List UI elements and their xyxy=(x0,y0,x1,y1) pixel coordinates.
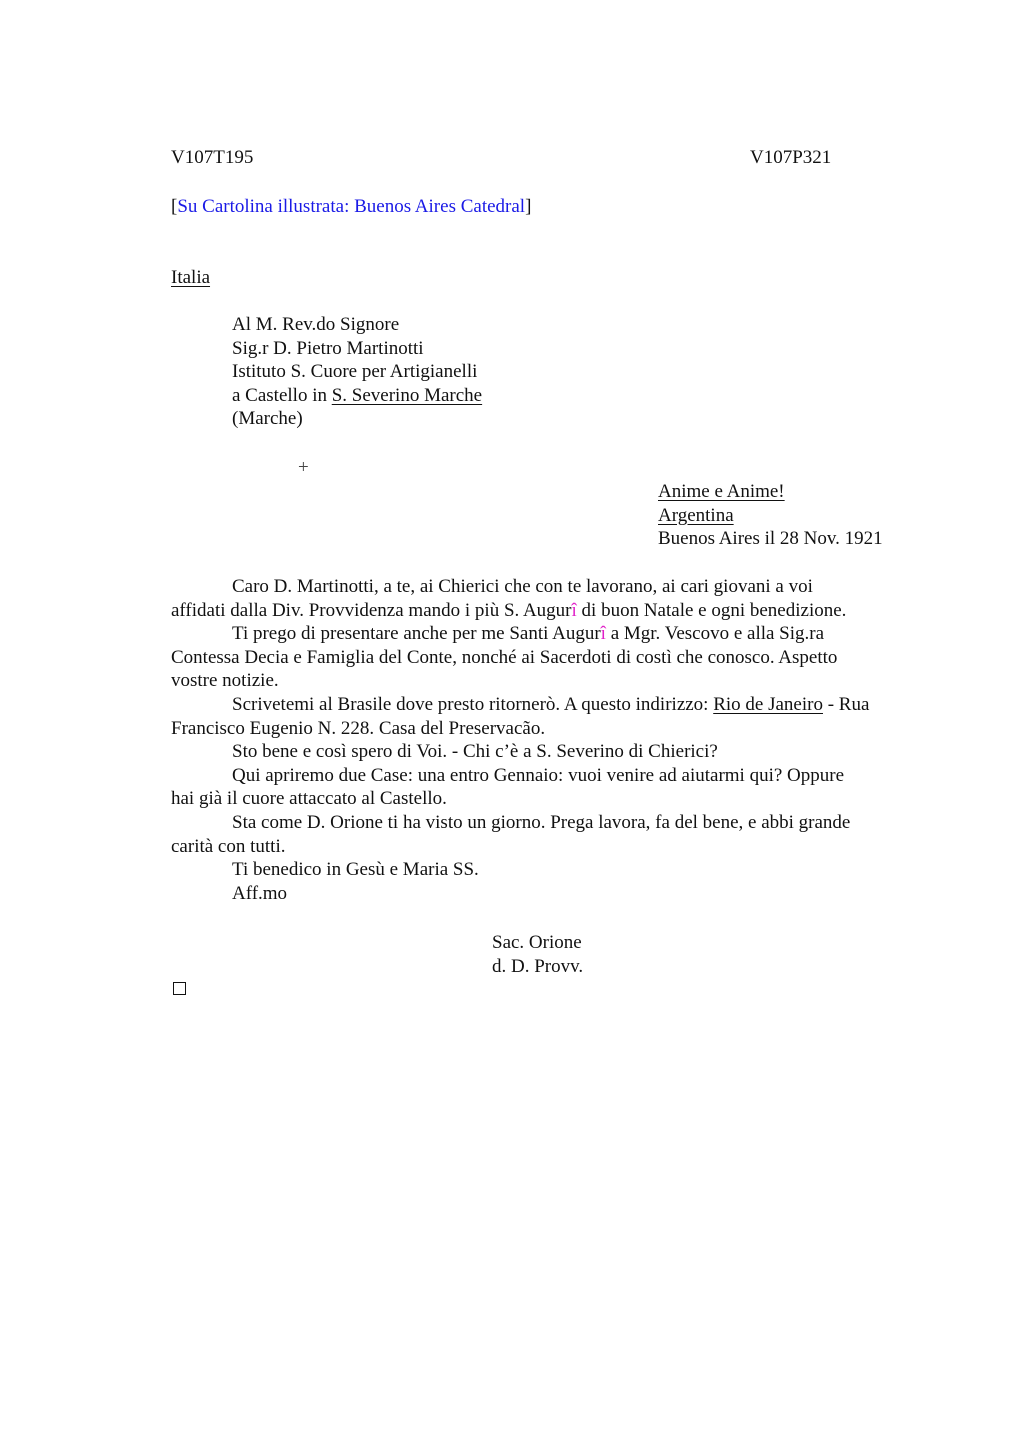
end-marker-box-icon xyxy=(173,982,186,995)
body-line: Ti prego di presentare anche per me Santi Augurî a Mgr. Vescovo e alla Sig.ra xyxy=(232,623,825,645)
document-code-right: V107P321 xyxy=(750,147,832,168)
signature-line-2: d. D. Provv. xyxy=(492,955,584,977)
dateline-country: Argentina xyxy=(658,504,734,526)
address-block xyxy=(232,313,482,431)
body-line: Francisco Eugenio N. 228. Casa del Preservacão. xyxy=(171,717,546,739)
correction-mark: î xyxy=(600,623,606,645)
note-text: Su Cartolina illustrata: Buenos Aires Catedral xyxy=(177,196,526,217)
document-code-left: V107T195 xyxy=(171,147,254,168)
body-line: Sto bene e così spero di Voi. - Chi c’è a S. Severino di Chierici? xyxy=(232,741,718,763)
body-line: vostre notizie. xyxy=(171,670,279,692)
body-line: hai già il cuore attaccato al Castello. xyxy=(171,788,447,810)
body-line: carità con tutti. xyxy=(171,835,286,857)
signature xyxy=(492,931,583,978)
body-line: Aff.mo xyxy=(232,882,288,904)
address-line-4: a Castello in S. Severino Marche xyxy=(232,384,483,406)
editorial-note xyxy=(171,195,531,219)
address-line-5: (Marche) xyxy=(232,408,303,430)
dateline-place-date: Buenos Aires il 28 Nov. 1921 xyxy=(658,528,883,550)
address-line-1: Al M. Rev.do Signore xyxy=(232,314,400,335)
note-close-bracket: ] xyxy=(525,196,532,217)
body-line: Caro D. Martinotti, a te, ai Chierici che con te lavorano, ai cari giovani a voi xyxy=(232,576,813,597)
body-line: Ti benedico in Gesù e Maria SS. xyxy=(232,859,479,881)
dateline xyxy=(658,480,883,551)
address-city: Rio de Janeiro xyxy=(713,693,823,715)
body-line: Scrivetemi al Brasile dove presto ritornerò. A questo indirizzo: Rio de Janeiro - Rua xyxy=(232,693,870,715)
address-country: Italia xyxy=(171,267,211,288)
address-line-3: Istituto S. Cuore per Artigianelli xyxy=(232,361,478,383)
cross-symbol: + xyxy=(298,457,309,478)
body-line: affidati dalla Div. Provvidenza mando i più S. Augurî di buon Natale e ogni benedizione. xyxy=(171,599,847,621)
body-line: Qui apriremo due Case: una entro Gennaio: vuoi venire ad aiutarmi qui? Oppure xyxy=(232,764,845,786)
body-line: Contessa Decia e Famiglia del Conte, nonché ai Sacerdoti di costì che conosco. Aspetto xyxy=(171,646,838,668)
dateline-motto: Anime e Anime! xyxy=(658,481,785,502)
note-open-bracket: [ xyxy=(171,196,178,217)
address-line-2: Sig.r D. Pietro Martinotti xyxy=(232,337,424,359)
body-line: Sta come D. Orione ti ha visto un giorno. Prega lavora, fa del bene, e abbi grande xyxy=(232,811,851,833)
address-place: S. Severino Marche xyxy=(331,384,483,406)
correction-mark: î xyxy=(571,599,577,621)
letter-body xyxy=(171,575,869,905)
signature-line-1: Sac. Orione xyxy=(492,932,582,953)
